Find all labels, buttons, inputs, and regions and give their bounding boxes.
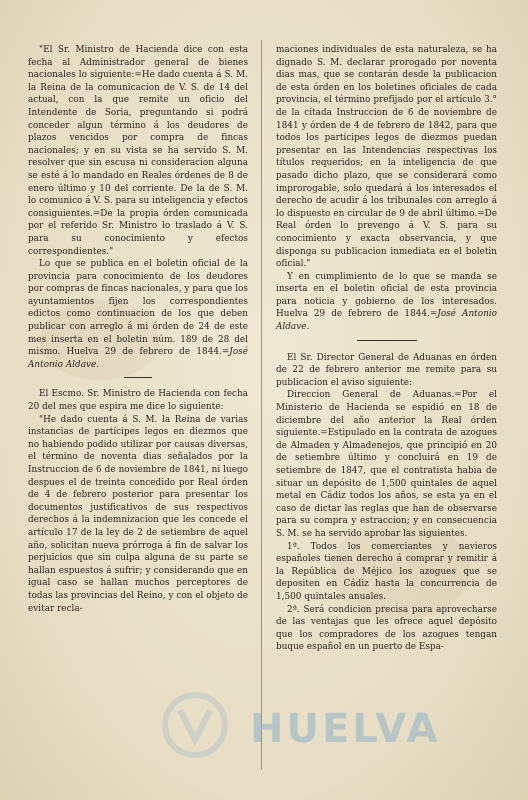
section-rule xyxy=(124,377,152,378)
left-paragraph-3: El Escmo. Sr. Ministro de Hacienda con fecha 20 del mes que espira me dice lo siguiente: xyxy=(28,389,248,413)
right-signature-1: José Antonio Aldave. xyxy=(276,309,497,333)
left-paragraph-4: "He dado cuenta á S. M. la Reina de varias instancias de partícipes legos en diezmos que no habiendo podido utilizar por causas diversas, el término de noventa dias señalados por la Instruccion de 6 de noviembre de 1841, ni luego despues el de treinta concedido por Real órden de 4 de febrero posterior para presentar los documentos justificativos de sus respectivos derechos á la indemnizacion que les concede el artículo 17 de la ley de 2 de setiembre de aquel año, solicitan nueva prórroga á fin de salvar los perjuicios que sin culpa alguna de su parte se hallan espuestos á sufrir; y considerando que en igual caso se hallan muchos perceptores de todas las provincias del Reino, y con el objeto de evitar recla- xyxy=(28,414,248,614)
right-column xyxy=(276,44,497,654)
right-paragraph-6: 2ª. Será condicion precisa para aprovecharse de las ventajas que les ofrece aquel depósito que los compradores de los azogues tengan buque español en un puerto de Espa- xyxy=(276,604,497,653)
right-paragraph-2-text: Y en cumplimiento de lo que se manda se inserta en el boletin oficial de esta provincia para noticia y gobierno de los interesados. Huelva 29 de febrero de 1844.= xyxy=(276,271,497,320)
right-paragraph-2 xyxy=(276,271,497,334)
watermark-text: HUELVA xyxy=(250,706,441,752)
left-paragraph-1: "El Sr. Ministro de Hacienda dice con esta fecha al Administrador general de bienes nacionales lo siguiente:=He dado cuenta á S. M. la Reina de la comunicacion de V. S. de 14 del actual, con la que remite un oficio del Intendente de Soria, preguntando si podrá conceder algun término á los deudores de plazos vencidos por compra de fincas nacionales; y en su vista se ha servido S. M. resolver que sin escusa ni consideracion alguna se esté á lo mandado en Reales órdenes de 8 de enero último y 10 del corriente. De la de S. M. lo comunico á V. S. para su inteligencia y efectos consiguientes.=De la propia órden comunicada por el referido Sr. Ministro lo traslado á V. S. para su conocimiento y efectos correspondientes." xyxy=(28,45,248,257)
left-column xyxy=(28,44,248,615)
right-paragraph-3: El Sr. Director General de Aduanas en órden de 22 de febrero anterior me remite para su publicacion el aviso siguiente: xyxy=(276,352,497,388)
left-paragraph-2 xyxy=(28,258,248,371)
right-paragraph-5: 1ª. Todos los comerciantes y navieros españoles tienen derecho á comprar y remitir á la República de Méjico los azogues que se depositen en Cádiz hasta la concurrencia de 1,500 quintales anuales. xyxy=(276,541,497,602)
left-signature-1: José Antonio Aldave. xyxy=(28,347,248,370)
column-divider xyxy=(261,40,262,770)
right-paragraph-1: maciones individuales de esta naturaleza, se ha dignado S. M. declarar prorogado por noventa dias mas, que se contarán desde la publicacion de esta órden en los boletines oficiales de cada provincia, el término prefijado por el artículo 3.° de la citada Instruccion de 6 de noviembre de 1841 y órden de 4 de febrero de 1842, para que todos los partícipes legos de diezmos puedan presentar en las Intendencias respectivas los títulos requeridos; en la inteligencia de que pasado dicho plazo, que se considerará como improrogable, solo quedará á los interesados el derecho de acudir á los tribunales con arreglo á lo dispuesto en circular de 9 de abril último.=De Real órden lo prevengo á V. S. para su conocimiento y exacta observancia, y que disponga su publicacion inmediata en el boletin oficial." xyxy=(276,45,497,270)
right-paragraph-4: Direccion General de Aduanas.=Por el Ministerio de Hacienda se espidió en 18 de diciembre del año anterior la Real órden siguiente.=Estipulado en la contrata de azogues de Almaden y Almadenejos, que principió en 20 de setiembre último y concluirá en 19 de setiembre de 1847, que el contratista habia de situar un depósito de 1,500 quintales de aquel metal en Cádiz todos los años, se esta ya en el caso de dictar las reglas que han de observarse para su compra y estraccion; y en consecuencia S. M. se ha servido aprobar las siguientes. xyxy=(276,390,497,539)
section-rule xyxy=(357,340,417,341)
left-paragraph-2-text: Lo que se publica en el boletin oficial de la provincia para conocimiento de los deudores por compras de fincas nacionales, y para que los ayuntamientos fijen los correspondientes edictos como continuacion de los que deben publicar con arreglo á mi órden de 24 de este mes inserta en el boletin núm. 189 de 28 del mismo. Huelva 29 de febrero de 1844.= xyxy=(28,259,248,358)
